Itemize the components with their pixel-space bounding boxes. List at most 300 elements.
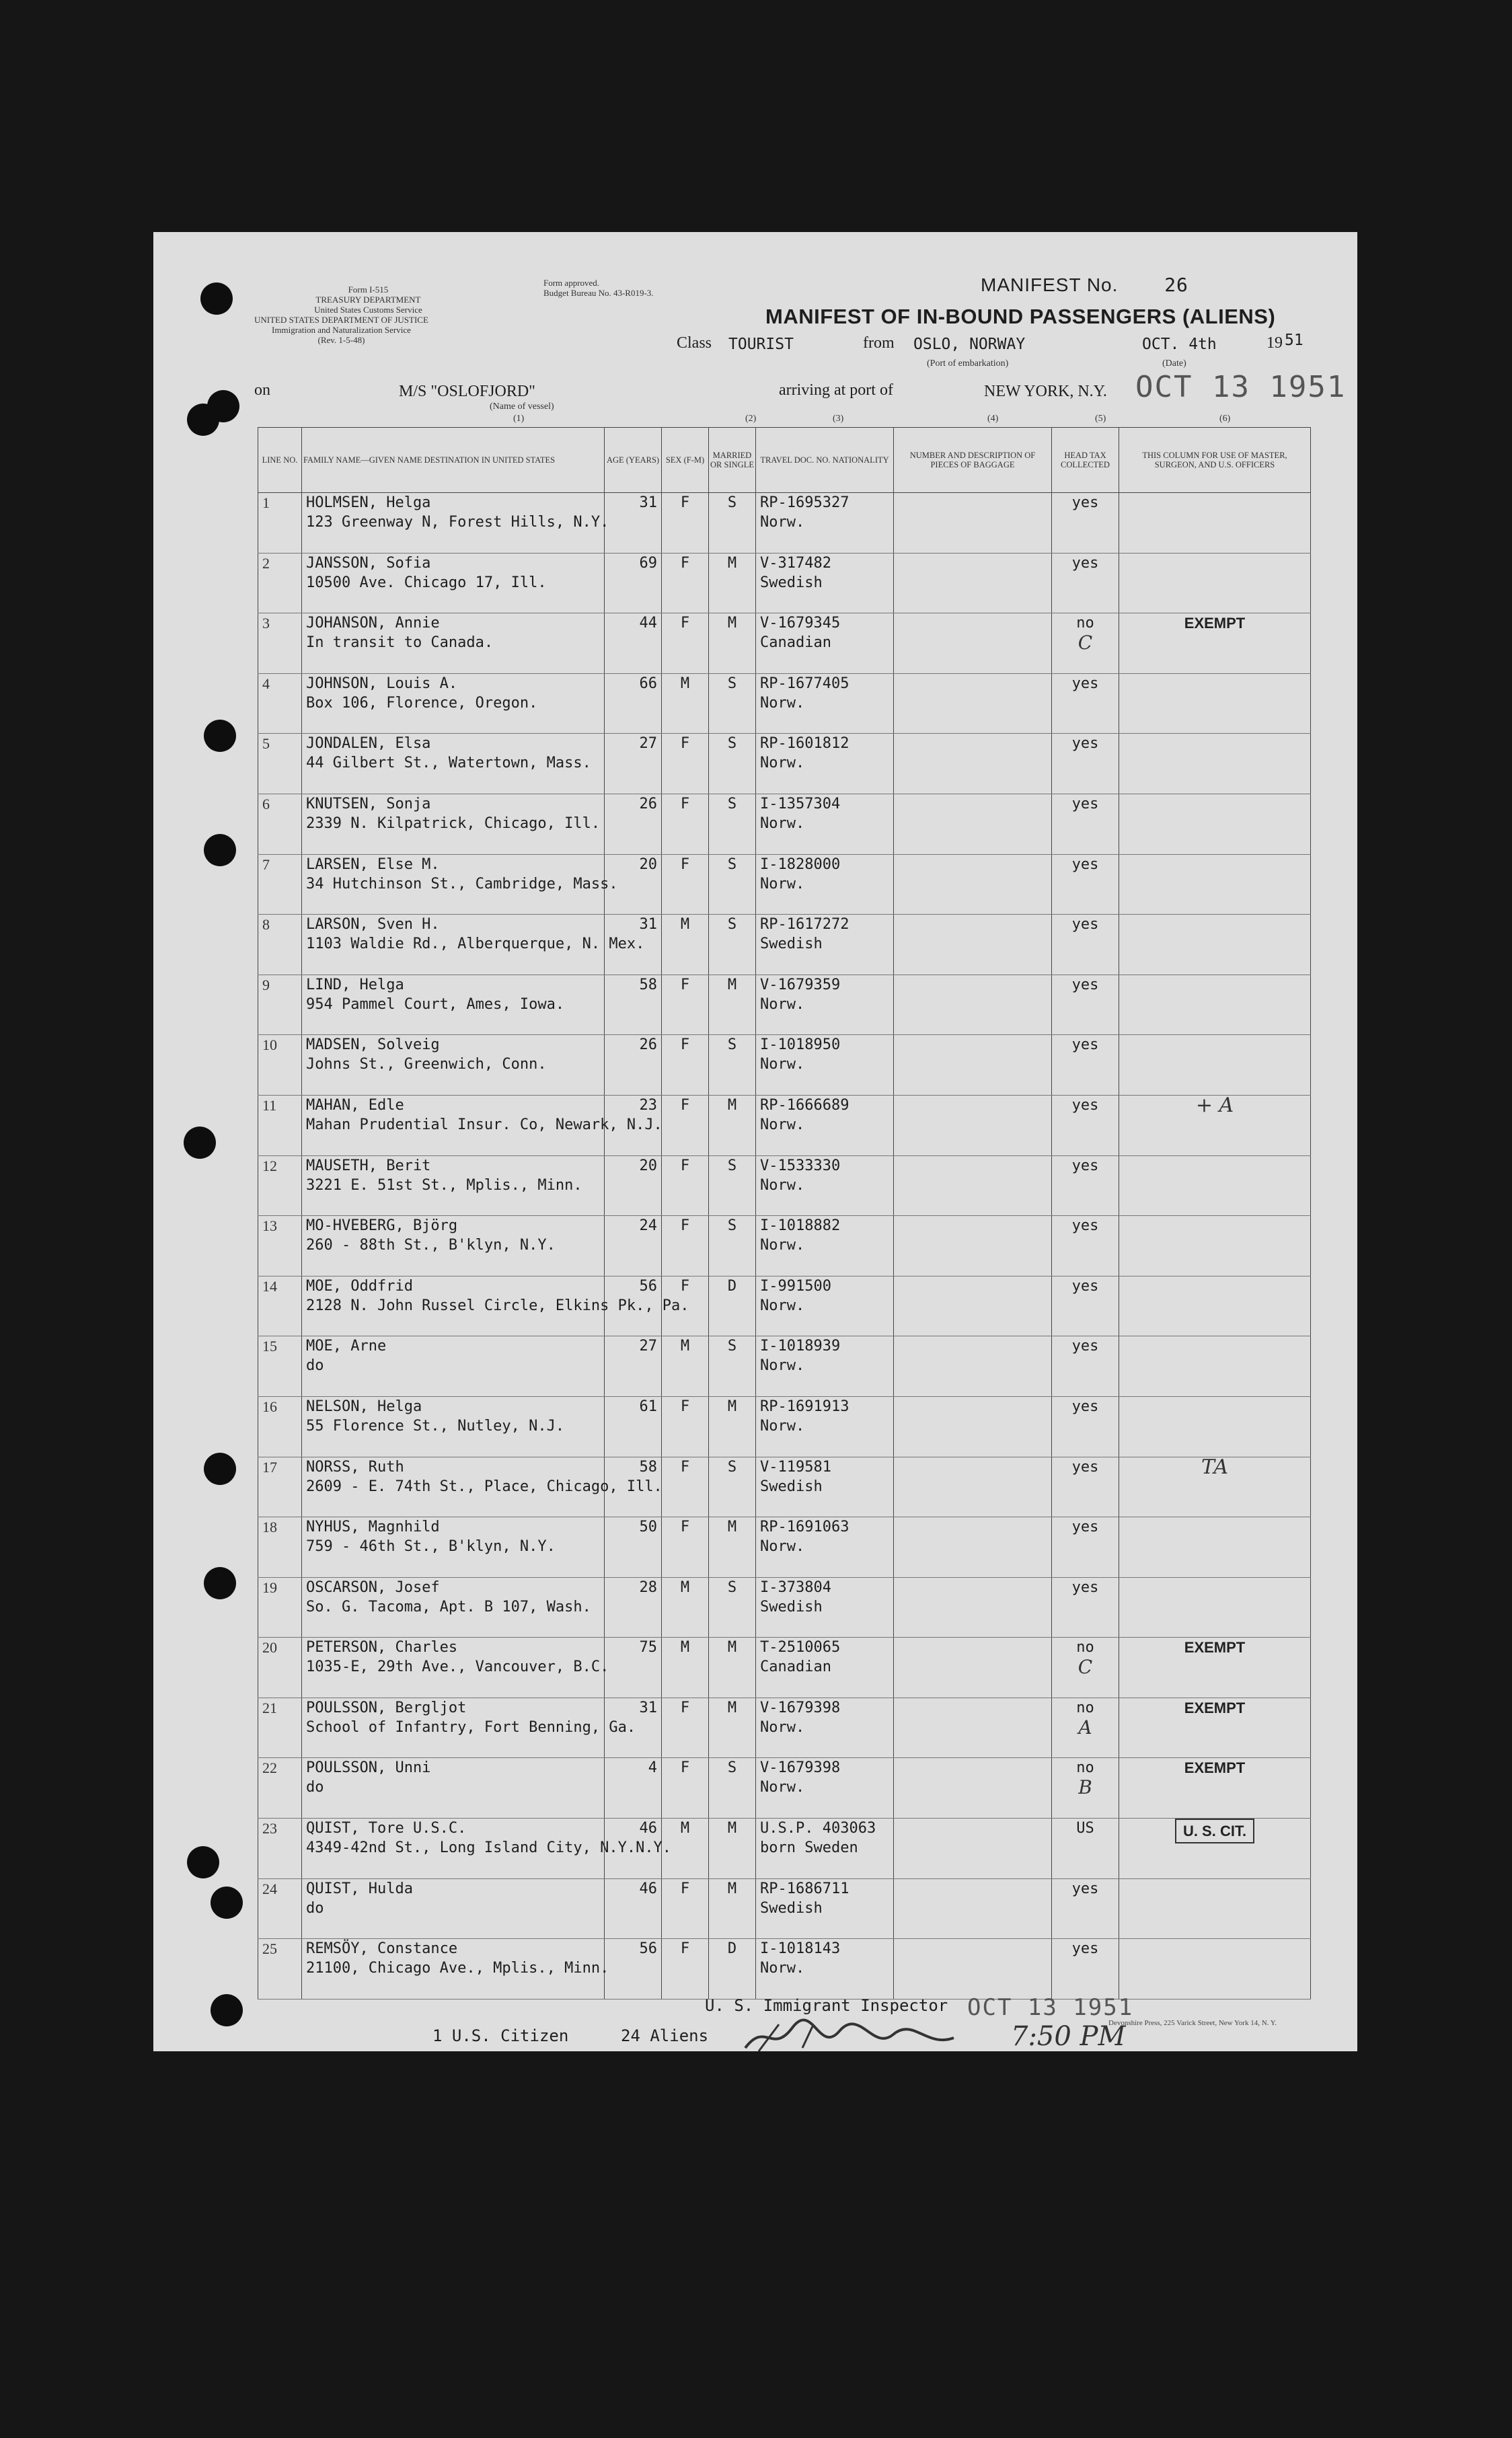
passenger-name: POULSSON, Unni [306,1759,431,1777]
travel-doc: V-317482 [760,554,831,572]
age-cell: 26 [605,794,662,854]
manifest-number-label: MANIFEST No. [981,274,1119,295]
passenger-destination: School of Infantry, Fort Benning, Ga. [306,1718,636,1736]
name-cell [302,1577,605,1638]
col-baggage: NUMBER AND DESCRIPTION OF PIECES OF BAGGAGE [894,428,1052,493]
col-name: FAMILY NAME—GIVEN NAME DESTINATION IN UNITED STATES [302,428,605,493]
doc-cell [756,493,894,554]
table-row [258,1155,1311,1216]
head-tax-cell [1052,734,1119,794]
arrival-stamp: OCT 13 1951 [1135,370,1347,404]
marital-cell: D [709,1939,756,1999]
officers-cell [1119,854,1311,915]
passenger-destination: So. G. Tacoma, Apt. B 107, Wash. [306,1598,591,1615]
age-cell: 50 [605,1517,662,1578]
line-number: 20 [258,1638,302,1698]
head-tax-note: C [1078,1656,1093,1679]
passenger-destination: 2128 N. John Russel Circle, Elkins Pk., Pa. [306,1297,689,1314]
head-tax-note: A [1078,1716,1092,1739]
age-cell: 31 [605,1698,662,1758]
col-number: (1) [513,414,525,424]
officers-cell [1119,1095,1311,1155]
travel-doc: I-1018950 [760,1036,841,1054]
passenger-destination: 55 Florence St., Nutley, N.J. [306,1417,565,1435]
table-row [258,975,1311,1035]
nationality: Norw. [760,755,805,772]
col-age: AGE (YEARS) [605,428,662,493]
on-label: on [254,381,270,399]
sex-cell: M [662,1577,709,1638]
embarkation-caption: (Port of embarkation) [927,358,1009,369]
year-prefix: 19 [1267,334,1283,352]
agency-block [254,284,428,345]
doc-cell [756,613,894,674]
form-number: Form I-515 [348,284,389,295]
passenger-name: MO-HVEBERG, Björg [306,1217,458,1235]
sex-cell: M [662,915,709,975]
travel-doc: V-119581 [760,1458,831,1476]
doc-cell [756,673,894,734]
passenger-destination: 260 - 88th St., B'klyn, N.Y. [306,1237,556,1254]
name-cell [302,493,609,554]
year-value: 51 [1285,332,1303,349]
col-number: (3) [833,414,844,424]
travel-doc: I-1018143 [760,1940,841,1958]
doc-cell [756,1758,894,1819]
table-row [258,915,1311,975]
table-row [258,734,1311,794]
table-row [258,613,1311,674]
head-tax: yes [1071,735,1099,753]
officers-cell [1119,1336,1311,1397]
passenger-name: MOE, Arne [306,1338,387,1355]
age-cell: 24 [605,1216,662,1277]
line-number: 13 [258,1216,302,1277]
sex-cell: F [662,613,709,674]
head-tax-cell [1052,915,1119,975]
head-tax-cell [1052,1698,1119,1758]
baggage-cell [894,1095,1052,1155]
sex-cell: F [662,1035,709,1096]
passenger-table [258,427,1311,1999]
exempt-mark: EXEMPT [1184,615,1246,632]
passenger-destination: do [306,1357,324,1375]
passenger-name: MAHAN, Edle [306,1096,404,1114]
table-row [258,1758,1311,1819]
name-cell [302,1396,605,1457]
baggage-cell [894,1939,1052,1999]
marital-cell: S [709,1577,756,1638]
nationality: Swedish [760,1598,823,1615]
marital-cell: S [709,1035,756,1096]
passenger-name: LARSON, Sven H. [306,916,440,934]
head-tax: no [1076,1699,1094,1716]
age-cell: 61 [605,1396,662,1457]
nationality: Norw. [760,1176,805,1194]
nationality: Norw. [760,995,805,1013]
arriving-label: arriving at port of [779,381,893,399]
head-tax: yes [1071,916,1099,934]
passenger-destination: 954 Pammel Court, Ames, Iowa. [306,995,565,1013]
form-approved: Form approved. [543,278,600,288]
sex-cell: F [662,493,709,554]
head-tax-cell [1052,1396,1119,1457]
name-cell [302,1878,605,1939]
marital-cell: M [709,1517,756,1578]
table-row [258,1577,1311,1638]
sex-cell: F [662,1758,709,1819]
passenger-name: JANSSON, Sofia [306,554,431,572]
travel-doc: I-1018882 [760,1217,841,1235]
officers-cell [1119,734,1311,794]
date-caption: (Date) [1162,358,1186,369]
officers-cell [1119,794,1311,854]
baggage-cell [894,493,1052,554]
marital-cell: D [709,1276,756,1336]
ins-service: Immigration and Naturalization Service [272,325,411,335]
doc-cell [756,1457,894,1517]
binder-hole [200,282,233,315]
sex-cell: F [662,1276,709,1336]
travel-doc: I-1018939 [760,1338,841,1355]
binder-hole [211,1994,243,2026]
passenger-destination: 1103 Waldie Rd., Alberquerque, N. Mex. [306,936,645,953]
table-row [258,1819,1311,1879]
col-number: (2) [745,414,757,424]
passenger-name: LIND, Helga [306,976,404,993]
name-cell [302,613,605,674]
head-tax: yes [1071,795,1099,812]
nationality: Norw. [760,1237,805,1254]
doc-cell [756,854,894,915]
passenger-destination: Mahan Prudential Insur. Co, Newark, N.J. [306,1116,663,1133]
table-row [258,1276,1311,1336]
travel-doc: I-1357304 [760,795,841,812]
head-tax: yes [1071,1458,1099,1476]
name-cell [302,673,605,734]
head-tax: yes [1071,1338,1099,1355]
passenger-destination: 2609 - E. 74th St., Place, Chicago, Ill. [306,1478,663,1495]
line-number: 25 [258,1939,302,1999]
marital-cell: S [709,673,756,734]
passenger-name: QUIST, Tore U.S.C. [306,1820,467,1837]
head-tax-cell [1052,493,1119,554]
passenger-destination: 123 Greenway N, Forest Hills, N.Y. [306,514,609,531]
baggage-cell [894,1216,1052,1277]
passenger-destination: 2339 N. Kilpatrick, Chicago, Ill. [306,814,601,832]
passenger-name: OSCARSON, Josef [306,1578,440,1596]
head-tax-cell [1052,673,1119,734]
travel-doc: I-991500 [760,1277,831,1295]
line-number: 10 [258,1035,302,1096]
table-row [258,1336,1311,1397]
doc-cell [756,1878,894,1939]
passenger-name: NORSS, Ruth [306,1458,404,1476]
head-tax: yes [1071,1217,1099,1235]
date-value: OCT. 4th [1142,336,1217,353]
citizen-count: 1 U.S. Citizen [432,2026,569,2045]
officers-cell [1119,1276,1311,1336]
table-row [258,854,1311,915]
sex-cell: F [662,1155,709,1216]
manifest-number [981,274,1188,296]
name-cell [302,975,605,1035]
baggage-cell [894,794,1052,854]
binder-hole [204,1453,236,1485]
table-row [258,1698,1311,1758]
name-cell [302,1758,605,1819]
head-tax: yes [1071,1880,1099,1897]
head-tax: yes [1071,1519,1099,1536]
travel-doc: I-373804 [760,1578,831,1596]
nationality: Swedish [760,1899,823,1917]
passenger-destination: Box 106, Florence, Oregon. [306,694,538,712]
marital-cell: S [709,1457,756,1517]
officers-cell [1119,1577,1311,1638]
nationality: Norw. [760,1357,805,1375]
col-line: LINE NO. [258,428,302,493]
head-tax-cell [1052,1095,1119,1155]
marital-cell: M [709,1396,756,1457]
sex-cell: F [662,975,709,1035]
head-tax: no [1076,1639,1094,1656]
sex-cell: F [662,794,709,854]
age-cell: 28 [605,1577,662,1638]
baggage-cell [894,1396,1052,1457]
inspection-stamp: OCT 13 1951 [967,1994,1134,2021]
age-cell: 31 [605,493,662,554]
table-row [258,1457,1311,1517]
binder-hole [184,1127,216,1159]
passenger-name: LARSEN, Else M. [306,855,440,873]
baggage-cell [894,1457,1052,1517]
travel-doc: RP-1666689 [760,1096,849,1114]
passenger-destination: In transit to Canada. [306,634,494,652]
head-tax: yes [1071,1036,1099,1054]
sex-cell: F [662,1878,709,1939]
baggage-cell [894,1276,1052,1336]
doc-cell [756,1155,894,1216]
doc-cell [756,1638,894,1698]
passenger-name: QUIST, Hulda [306,1880,413,1897]
line-number: 6 [258,794,302,854]
binder-hole [204,1567,236,1599]
doc-cell [756,975,894,1035]
age-cell: 69 [605,553,662,613]
marital-cell: M [709,1878,756,1939]
officers-cell [1119,1396,1311,1457]
line-number: 2 [258,553,302,613]
binder-hole [204,720,236,752]
table-header [258,428,1311,493]
port-value: NEW YORK, N.Y. [984,383,1107,400]
doc-cell [756,553,894,613]
head-tax: yes [1071,1398,1099,1415]
marital-cell: S [709,493,756,554]
passenger-destination: do [306,1779,324,1796]
passenger-destination: 34 Hutchinson St., Cambridge, Mass. [306,875,618,892]
baggage-cell [894,854,1052,915]
head-tax: yes [1071,494,1099,511]
col-number: (5) [1095,414,1106,424]
nationality: Swedish [760,574,823,591]
col-officers: THIS COLUMN FOR USE OF MASTER, SURGEON, AND U.S. OFFICERS [1119,428,1311,493]
passenger-destination: 759 - 46th St., B'klyn, N.Y. [306,1538,556,1556]
binder-hole [207,390,239,422]
treasury-dept: TREASURY DEPARTMENT [315,295,421,305]
line-number: 14 [258,1276,302,1336]
head-tax-cell [1052,553,1119,613]
head-tax: US [1076,1820,1094,1837]
nationality: born Sweden [760,1839,858,1857]
vessel-caption: (Name of vessel) [490,402,554,412]
head-tax-cell [1052,794,1119,854]
passenger-name: HOLMSEN, Helga [306,494,431,511]
officers-cell [1119,613,1311,674]
binder-hole [211,1887,243,1919]
head-tax-cell [1052,1457,1119,1517]
officers-cell [1119,1878,1311,1939]
passenger-rows [258,493,1311,1999]
baggage-cell [894,1698,1052,1758]
age-cell: 44 [605,613,662,674]
sex-cell: F [662,1095,709,1155]
doc-cell [756,1276,894,1336]
binder-hole [187,1846,219,1878]
printer-imprint: Devonshire Press, 225 Varick Street, New York 14, N. Y. [1108,2019,1277,2027]
passenger-name: MOE, Oddfrid [306,1277,413,1295]
name-cell [302,1155,605,1216]
age-cell: 75 [605,1638,662,1698]
nationality: Swedish [760,1478,823,1495]
passenger-destination: 3221 E. 51st St., Mplis., Minn. [306,1176,582,1194]
baggage-cell [894,1155,1052,1216]
nationality: Norw. [760,1779,805,1796]
line-number: 12 [258,1155,302,1216]
head-tax: yes [1071,1096,1099,1114]
form-revision: (Rev. 1-5-48) [317,335,365,345]
baggage-cell [894,975,1052,1035]
exempt-mark: EXEMPT [1184,1759,1246,1777]
binder-hole [204,834,236,866]
marital-cell: S [709,1758,756,1819]
line-number: 19 [258,1577,302,1638]
baggage-cell [894,1878,1052,1939]
baggage-cell [894,673,1052,734]
marital-cell: S [709,915,756,975]
head-tax: yes [1071,675,1099,692]
baggage-cell [894,613,1052,674]
sex-cell: M [662,1819,709,1879]
doc-cell [756,794,894,854]
line-number: 3 [258,613,302,674]
head-tax-cell [1052,1638,1119,1698]
doc-cell [756,1517,894,1578]
marital-cell: M [709,1698,756,1758]
line-number: 22 [258,1758,302,1819]
table-row [258,1216,1311,1277]
class-label: Class [677,334,712,352]
col-number: (4) [987,414,999,424]
officers-cell [1119,915,1311,975]
baggage-cell [894,915,1052,975]
col-doc: TRAVEL DOC. NO. NATIONALITY [756,428,894,493]
manifest-title: MANIFEST OF IN-BOUND PASSENGERS (ALIENS) [765,305,1276,328]
head-tax-cell [1052,1517,1119,1578]
age-cell: 58 [605,975,662,1035]
nationality: Norw. [760,1297,805,1314]
officers-cell [1119,1035,1311,1096]
travel-doc: RP-1617272 [760,916,849,934]
passenger-name: JONDALEN, Elsa [306,735,431,753]
table-row [258,794,1311,854]
table-row [258,1035,1311,1096]
travel-doc: V-1533330 [760,1157,841,1174]
head-tax: yes [1071,554,1099,572]
table-row [258,1939,1311,1999]
doc-cell [756,734,894,794]
head-tax: yes [1071,855,1099,873]
officers-cell [1119,1698,1311,1758]
head-tax: yes [1071,1578,1099,1596]
marital-cell: S [709,1336,756,1397]
age-cell: 20 [605,1155,662,1216]
line-number: 4 [258,673,302,734]
sex-cell: F [662,854,709,915]
head-tax-cell [1052,1216,1119,1277]
passenger-name: KNUTSEN, Sonja [306,795,431,812]
inspector-signature [739,2014,960,2051]
line-number: 16 [258,1396,302,1457]
inspector-label: U. S. Immigrant Inspector [705,1996,948,2015]
line-number: 9 [258,975,302,1035]
sex-cell: F [662,1216,709,1277]
nationality: Norw. [760,1538,805,1556]
sex-cell: M [662,673,709,734]
nationality: Norw. [760,1718,805,1736]
passenger-destination: 1035-E, 29th Ave., Vancouver, B.C. [306,1659,609,1676]
sex-cell: F [662,1396,709,1457]
age-cell: 20 [605,854,662,915]
from-value: OSLO, NORWAY [913,336,1026,353]
col-sex: SEX (F-M) [662,428,709,493]
passenger-name: NYHUS, Magnhild [306,1519,440,1536]
head-tax: no [1076,615,1094,632]
baggage-cell [894,1577,1052,1638]
name-cell [302,1336,605,1397]
nationality: Swedish [760,936,823,953]
passenger-name: NELSON, Helga [306,1398,422,1415]
officers-cell [1119,1939,1311,1999]
officers-cell [1119,1216,1311,1277]
line-number: 7 [258,854,302,915]
line-number: 17 [258,1457,302,1517]
officers-cell [1119,1638,1311,1698]
vessel-value: M/S "OSLOFJORD" [399,383,535,400]
passenger-destination: 44 Gilbert St., Watertown, Mass. [306,755,591,772]
officer-note: + A [1195,1093,1234,1117]
sex-cell: F [662,553,709,613]
class-value: TOURIST [728,336,794,353]
age-cell: 56 [605,1276,662,1336]
travel-doc: V-1679359 [760,976,841,993]
name-cell [302,553,605,613]
nationality: Norw. [760,514,805,531]
age-cell: 31 [605,915,662,975]
nationality: Norw. [760,1960,805,1977]
nationality: Norw. [760,694,805,712]
line-number: 8 [258,915,302,975]
